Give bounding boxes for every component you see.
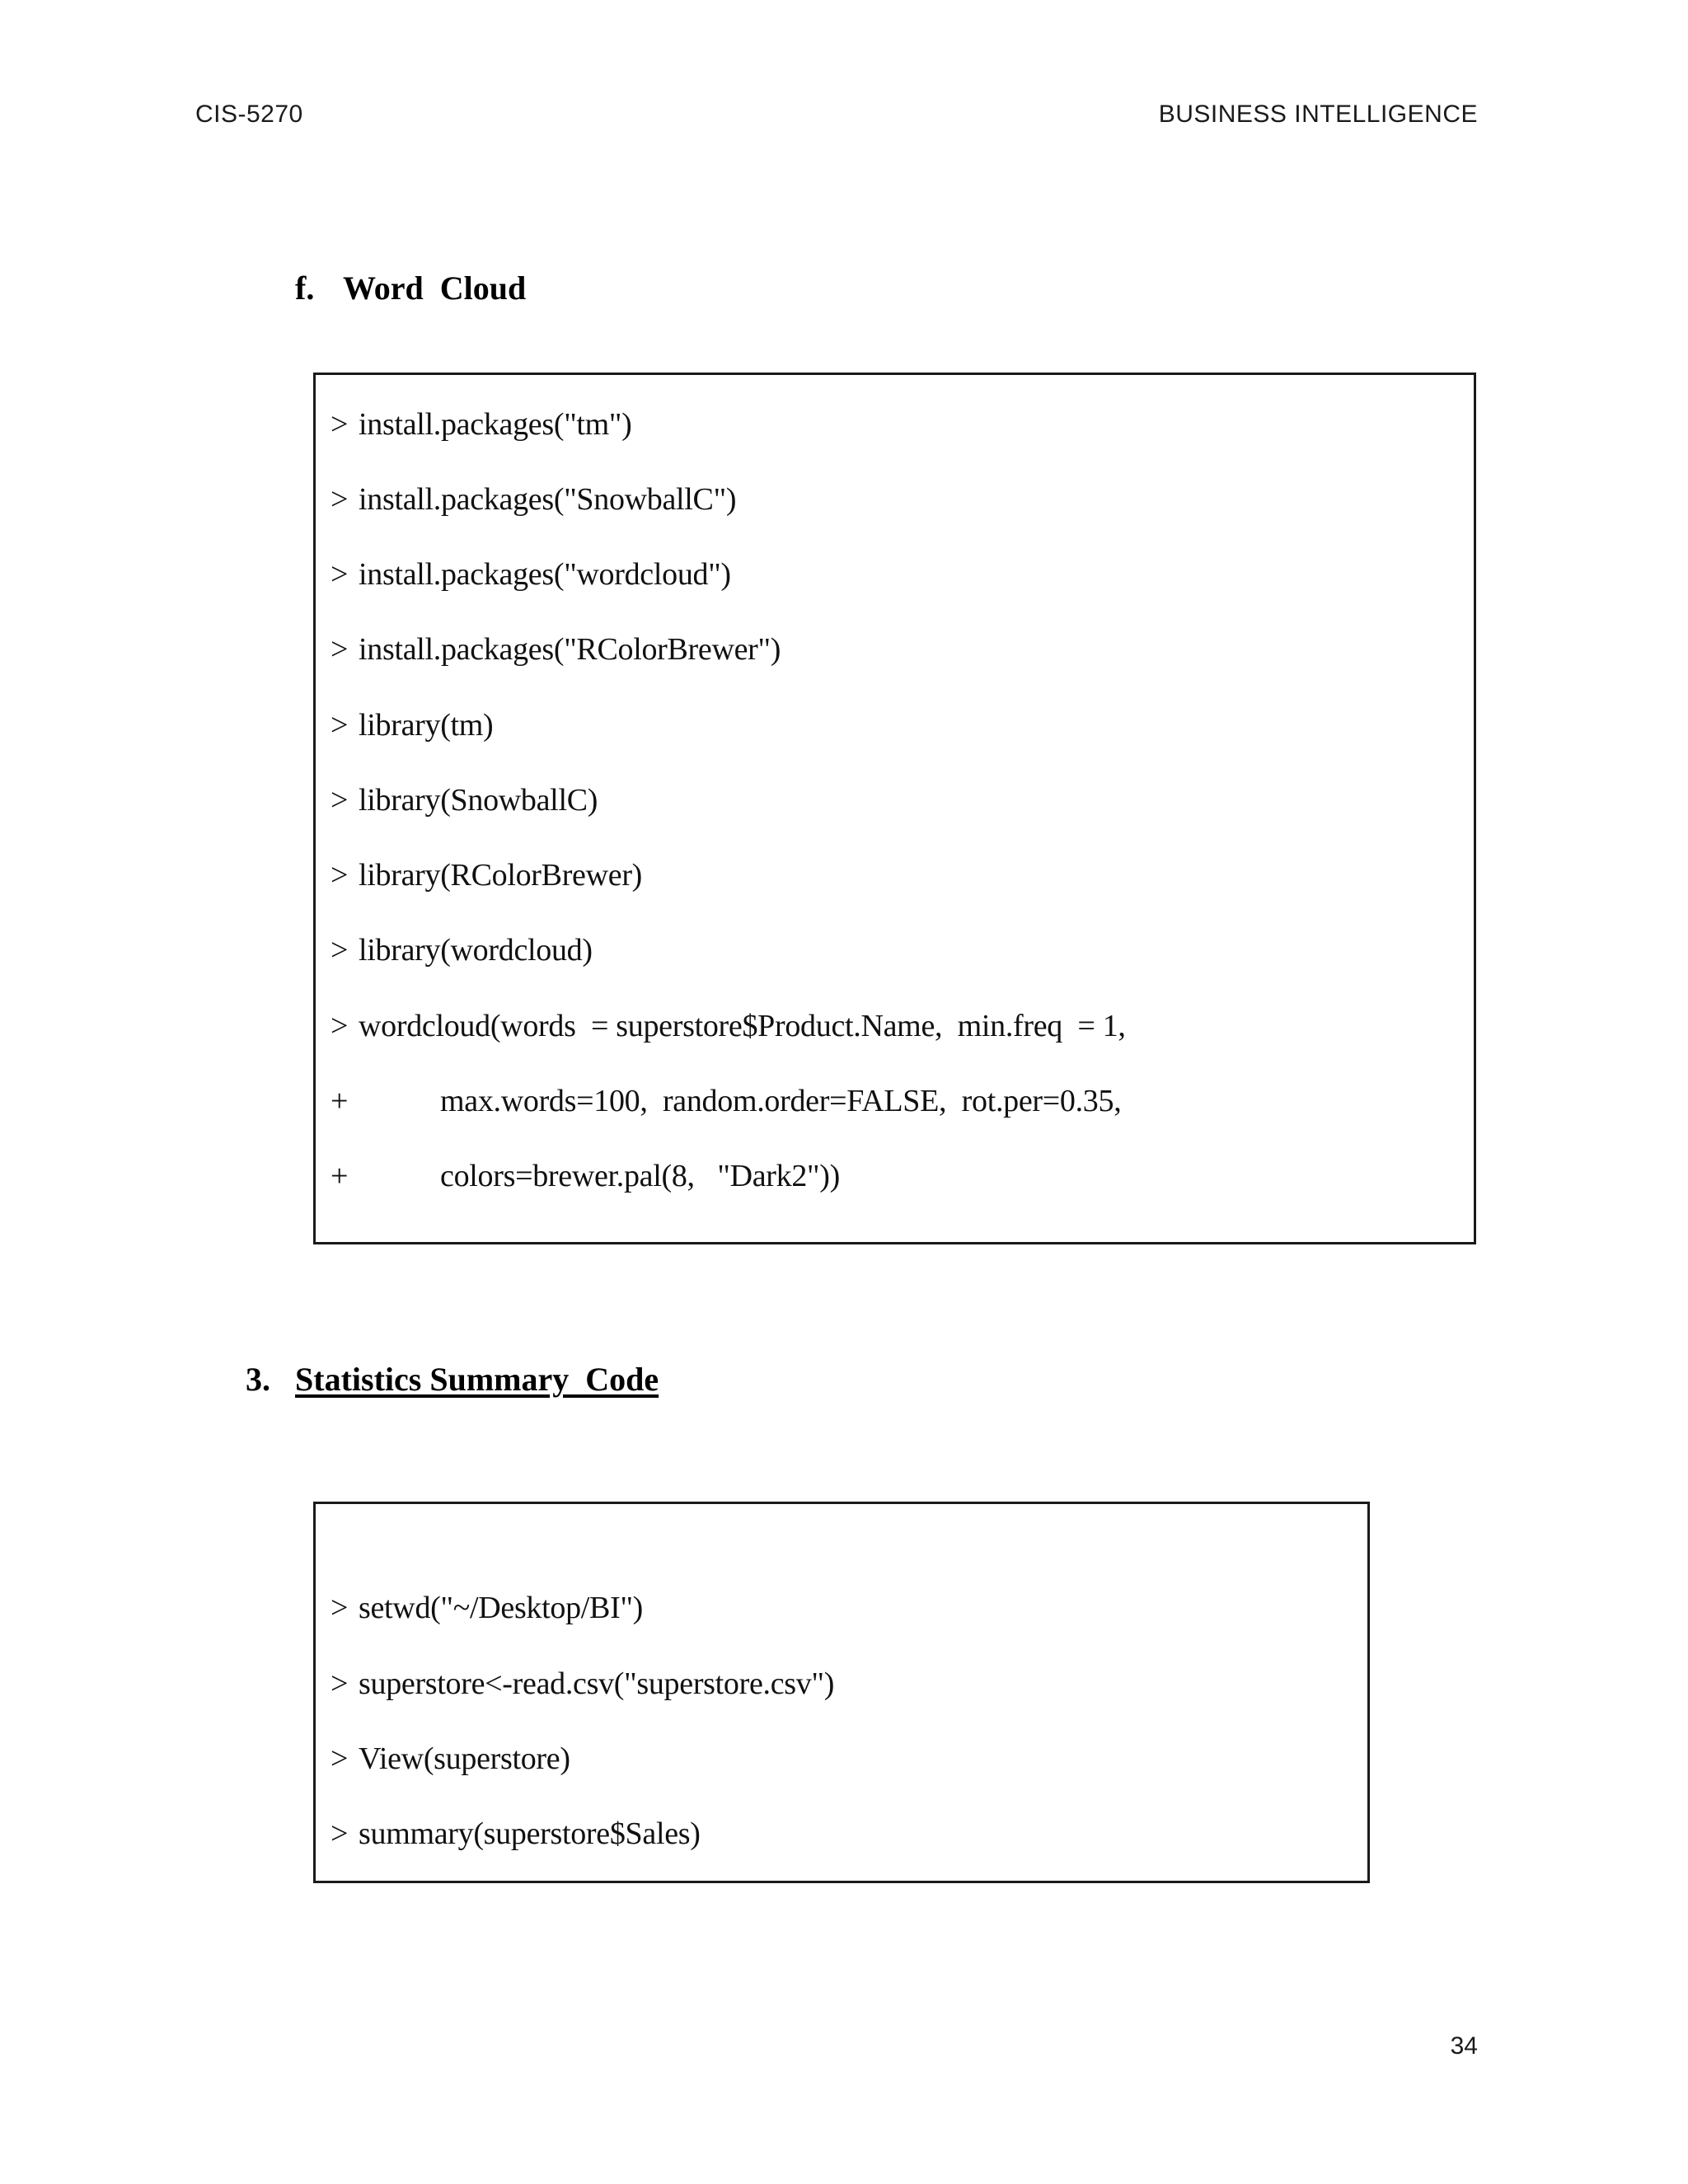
code-line: [331, 707, 493, 743]
code-text: View(superstore): [359, 1741, 570, 1776]
code-line-continuation: [331, 1158, 840, 1194]
prompt-symbol: >: [331, 407, 349, 442]
prompt-symbol: >: [331, 482, 349, 517]
code-line: [331, 481, 736, 518]
code-line: [331, 1590, 643, 1626]
word-cloud-code-box: [313, 373, 1476, 1244]
code-text: library(SnowballC): [359, 783, 598, 818]
code-text: library(wordcloud): [359, 933, 593, 968]
prompt-symbol: >: [331, 1009, 349, 1043]
subsection-marker: f.: [295, 269, 315, 307]
prompt-symbol: >: [331, 1741, 349, 1776]
continuation-symbol: +: [331, 1084, 349, 1118]
subsection-title: Word Cloud: [343, 269, 527, 307]
header-course-code: CIS-5270: [195, 101, 303, 128]
header-course-title: BUSINESS INTELLIGENCE: [1158, 101, 1478, 128]
code-line: [331, 1666, 834, 1702]
code-line: [331, 1741, 570, 1777]
section-number: 3.: [246, 1361, 270, 1398]
code-text: summary(superstore$Sales): [359, 1816, 701, 1851]
continuation-symbol: +: [331, 1159, 349, 1193]
code-line-continuation: [331, 1083, 1121, 1119]
prompt-symbol: >: [331, 1816, 349, 1851]
code-text: install.packages("SnowballC"): [359, 482, 737, 517]
page-number: 34: [1450, 2032, 1478, 2060]
code-text: library(tm): [359, 708, 494, 743]
section-title: Statistics Summary Code: [295, 1361, 659, 1398]
code-text: superstore<-read.csv("superstore.csv"): [359, 1666, 835, 1701]
code-line: [331, 1816, 701, 1852]
code-line: [331, 406, 632, 443]
prompt-symbol: >: [331, 783, 349, 818]
code-text: setwd("~/Desktop/BI"): [359, 1591, 644, 1625]
code-text: install.packages("wordcloud"): [359, 557, 731, 592]
code-text: install.packages("tm"): [359, 407, 632, 442]
code-line: [331, 556, 731, 593]
code-line: [331, 857, 642, 893]
prompt-symbol: >: [331, 933, 349, 968]
prompt-symbol: >: [331, 858, 349, 893]
subsection-heading-word-cloud: [295, 269, 526, 307]
section-heading-statistics-summary: [246, 1360, 659, 1399]
prompt-symbol: >: [331, 1591, 349, 1625]
statistics-summary-code-box: [313, 1502, 1370, 1883]
code-text: install.packages("RColorBrewer"): [359, 632, 781, 667]
code-text: max.words=100, random.order=FALSE, rot.per=0.35,: [440, 1084, 1122, 1118]
prompt-symbol: >: [331, 632, 349, 667]
code-text: colors=brewer.pal(8, "Dark2")): [440, 1159, 840, 1193]
prompt-symbol: >: [331, 1666, 349, 1701]
code-text: wordcloud(words = superstore$Product.Name, min.freq = 1,: [359, 1009, 1126, 1043]
code-line: [331, 631, 781, 668]
code-line: [331, 782, 598, 818]
code-line: [331, 1008, 1126, 1044]
prompt-symbol: >: [331, 557, 349, 592]
code-line: [331, 932, 593, 968]
prompt-symbol: >: [331, 708, 349, 743]
code-text: library(RColorBrewer): [359, 858, 643, 893]
